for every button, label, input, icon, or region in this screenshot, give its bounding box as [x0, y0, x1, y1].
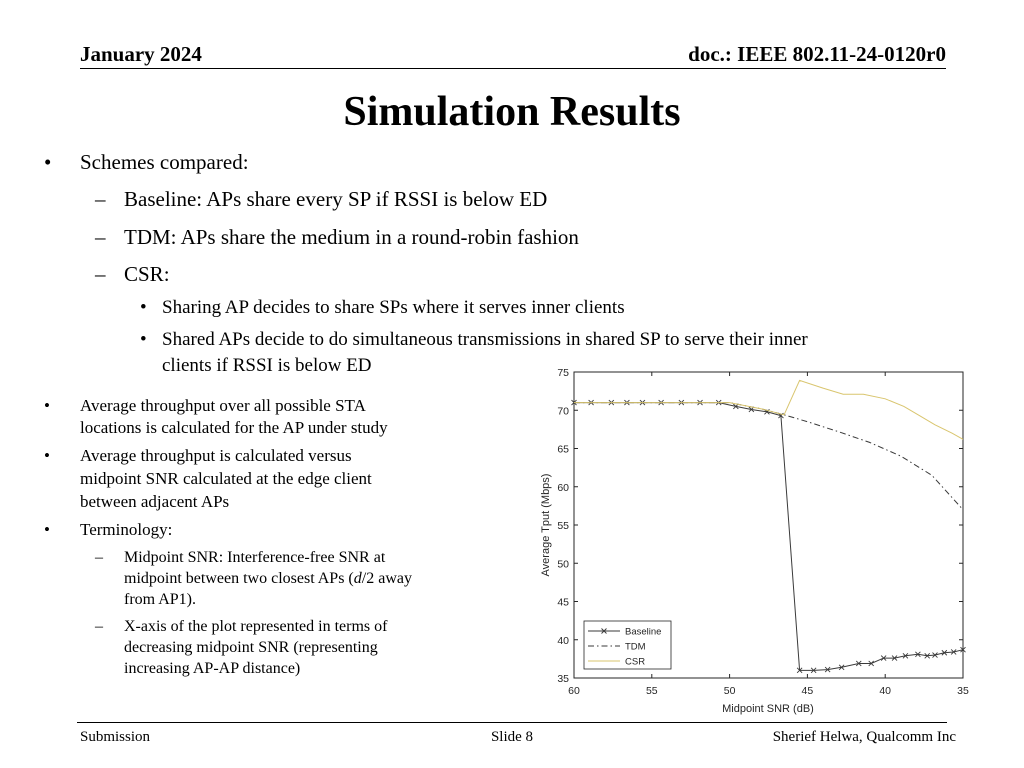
- term-midpoint-line1: Midpoint SNR: Interference-free SNR at: [124, 549, 386, 566]
- x-tick-label: 45: [801, 685, 814, 697]
- bullet-dot: •: [44, 446, 50, 465]
- dash-marker: –: [95, 262, 106, 286]
- y-tick-label: 50: [557, 558, 569, 571]
- footer-author: Sherief Helwa, Qualcomm Inc: [772, 729, 956, 745]
- footer-divider: [77, 722, 947, 723]
- term-midpoint-away: /2 away: [361, 570, 412, 587]
- bullet-avg-tput-line1: Average throughput over all possible STA: [80, 396, 366, 415]
- slide-title: Simulation Results: [343, 89, 681, 135]
- series-line-tdm: [574, 403, 963, 510]
- x-tick-label: 35: [957, 685, 969, 697]
- x-tick-label: 55: [645, 685, 658, 697]
- y-axis-label: Average Tput (Mbps): [540, 473, 552, 577]
- term-xaxis-line2: decreasing midpoint SNR (representing: [124, 639, 378, 656]
- y-tick-label: 60: [557, 481, 569, 494]
- y-tick-label: 65: [557, 443, 569, 456]
- x-tick-label: 40: [879, 685, 892, 697]
- y-tick-label: 40: [557, 634, 569, 647]
- x-tick-label: 50: [723, 685, 736, 697]
- y-tick-label: 55: [557, 520, 569, 532]
- legend-label-baseline: Baseline: [625, 626, 662, 638]
- legend-label-csr: CSR: [625, 656, 646, 668]
- term-midpoint-d: d: [353, 570, 362, 587]
- y-tick-label: 75: [557, 367, 569, 379]
- x-tick-label: 60: [568, 685, 580, 697]
- bullet-avg-tput-line2: locations is calculated for the AP under study: [80, 418, 388, 437]
- header-doc-id: doc.: IEEE 802.11-24-0120r0: [688, 42, 946, 66]
- csr-point-shared-line1: Shared APs decide to do simultaneous transmissions in shared SP to serve their inner: [162, 329, 808, 350]
- bullet-dot: •: [44, 150, 52, 174]
- bullet-vs-snr-line3: between adjacent APs: [80, 492, 230, 511]
- header-date: January 2024: [80, 42, 202, 66]
- term-xaxis-line3: increasing AP-AP distance): [124, 660, 301, 677]
- bullet-vs-snr-line2: midpoint SNR calculated at the edge client: [80, 469, 372, 488]
- y-tick-label: 35: [557, 673, 569, 685]
- bullet-schemes: Schemes compared:: [80, 150, 249, 174]
- dash-marker: –: [95, 187, 106, 211]
- term-xaxis-line1: X-axis of the plot represented in terms of: [124, 618, 388, 635]
- dash-marker: –: [95, 225, 106, 249]
- term-midpoint-text: midpoint between two closest APs (: [124, 570, 354, 587]
- bullet-terminology: Terminology:: [80, 520, 173, 539]
- csr-point-shared-line2: clients if RSSI is below ED: [162, 355, 372, 376]
- dash-marker: –: [95, 549, 103, 566]
- sub-bullet-csr: CSR:: [124, 262, 170, 286]
- bullet-dot: •: [140, 297, 147, 318]
- dash-marker: –: [95, 618, 103, 635]
- footer-slide-number: Slide 8: [490, 729, 534, 745]
- bullet-dot: •: [140, 329, 147, 350]
- sub-bullet-baseline: Baseline: APs share every SP if RSSI is below ED: [124, 187, 548, 211]
- x-axis-label: Midpoint SNR (dB): [722, 703, 814, 715]
- term-midpoint-line3: from AP1).: [124, 591, 196, 608]
- y-tick-label: 70: [557, 405, 569, 418]
- sub-bullet-tdm: TDM: APs share the medium in a round-robin fashion: [124, 225, 579, 249]
- bullet-dot: •: [44, 396, 50, 415]
- csr-point-sharing: Sharing AP decides to share SPs where it serves inner clients: [162, 297, 625, 318]
- footer-submission: Submission: [80, 729, 151, 745]
- bullet-vs-snr-line1: Average throughput is calculated versus: [80, 446, 352, 465]
- bullet-dot: •: [44, 520, 50, 539]
- legend: [584, 621, 671, 669]
- y-tick-label: 45: [557, 596, 569, 609]
- legend-label-tdm: TDM: [625, 641, 646, 653]
